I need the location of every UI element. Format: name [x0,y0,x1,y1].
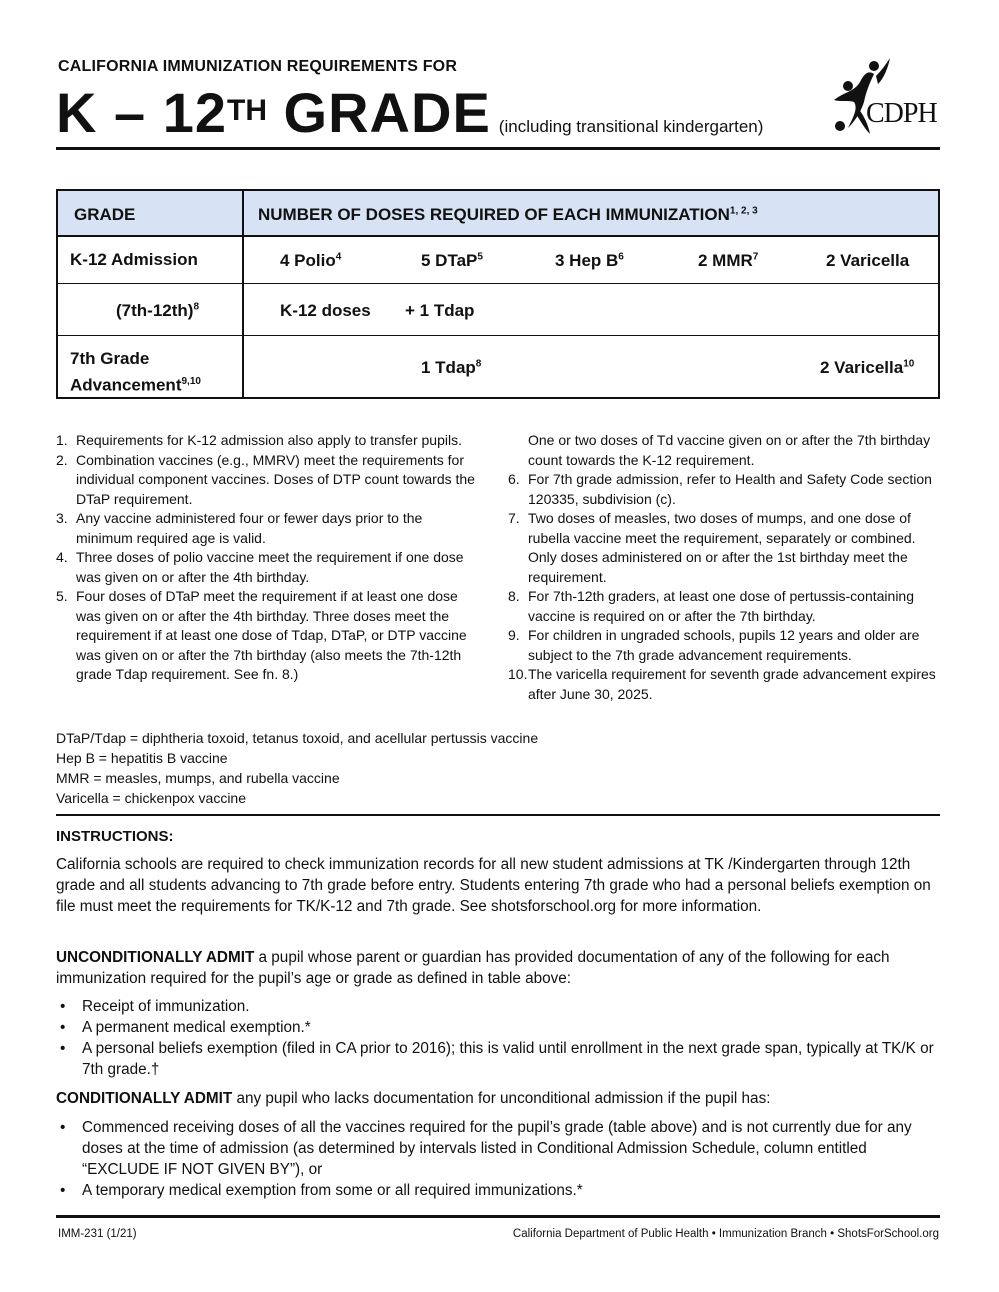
row-label-line2: Advancement [70,375,182,395]
cell-text: 3 Hep B [555,251,619,270]
bullet-icon: • [60,1019,66,1036]
cell-tdap [421,358,481,378]
header-doses-label: NUMBER OF DOSES REQUIRED OF EACH IMMUNIZATION [258,205,730,224]
conditional-admit-paragraph [56,1088,946,1109]
cell-sup: 5 [477,251,483,263]
instructions-heading: INSTRUCTIONS: [56,828,174,845]
footnote-item [508,587,944,626]
footnote-item [508,509,944,587]
footnote-number: 4. [56,549,68,565]
abbreviation-line: MMR = measles, mumps, and rubella vaccine [56,770,340,786]
abbreviation-line: DTaP/Tdap = diphtheria toxoid, tetanus toxoid, and acellular pertussis vaccine [56,730,539,746]
footnote-item [508,626,944,665]
cell-varicella-7th [820,358,914,378]
header-grade: GRADE [74,205,136,224]
footnote-text: For 7th grade admission, refer to Health and Safety Code section 120335, subdivision (c). [528,471,932,507]
footnote-number: 3. [56,510,68,526]
header-doses-sup: 1, 2, 3 [729,205,758,217]
footnote-number: 6. [508,471,520,487]
header-doses [258,205,758,225]
footnote-item [56,587,480,685]
cell-sup: 8 [475,358,482,370]
unconditional-admit-lead: UNCONDITIONALLY ADMIT [56,949,255,966]
footnote-number: 8. [508,588,520,604]
footnotes-left [56,431,480,685]
cell-sup: 10 [903,358,915,370]
logo-text: CDPH [866,98,937,129]
cell-text: 2 MMR [698,251,753,270]
footnote-text: The varicella requirement for seventh grade advancement expires after June 30, 2025. [528,666,936,702]
footer-credits: California Department of Public Health • Immunization Branch • ShotsForSchool.org [512,1228,939,1240]
cell-text: 1 Tdap [421,358,476,377]
footnote-text: For 7th-12th graders, at least one dose of pertussis-containing vaccine is required on or after the 7th birthday. [528,588,914,624]
list-item-text: Receipt of immunization. [82,998,250,1015]
conditional-admit-text: any pupil who lacks documentation for unconditional admission if the pupil has: [232,1090,771,1107]
footnote-number: 2. [56,451,68,468]
footnote-item [56,451,480,510]
title-end: GRADE [267,81,491,144]
unconditional-admit-text: a pupil whose parent or guardian has provided documentation of any of the following for each immunization required for the pupil’s age or grade as defined in table above: [56,949,890,987]
list-item [56,1180,946,1201]
footnote-number: 10. [508,666,528,682]
row-divider [58,335,938,336]
row-label-line1: 7th Grade [70,349,150,368]
footnote-text: Two doses of measles, two doses of mumps, and one dose of rubella vaccine meet the requirement, separately or combined. Only doses administered on or after the 1st birthday meet the requirement. [528,510,916,585]
row-label-7th-grade-advancement [70,347,201,397]
footnote-text: Four doses of DTaP meet the requirement if at least one dose was given on or after the 4th birthday. Three doses meet the requirement if at least one dose of Tdap, DTaP, or DTP vaccine was given on or after the 7th birthday (also meets the 7th-12th grade Tdap requirement. See fn. 8.) [76,588,467,682]
instructions-intro: California schools are required to check immunization records for all new student admissions at TK /Kindergarten through 12th grade and all students advancing to 7th grade before entry. Students entering 7th grade who had a personal beliefs exemption on file must meet the requirements for TK/K-12 and 7th grade. See shotsforschool.org for more information. [56,856,931,915]
list-item [56,1038,946,1080]
abbreviation-line: Varicella = chickenpox vaccine [56,790,247,806]
footnote-text: Three doses of polio vaccine meet the requirement if one dose was given on or after the 4th birthday. [76,549,464,585]
row-label-k12-admission: K-12 Admission [70,250,198,269]
conditional-list [56,1117,946,1201]
cell-sup: 6 [618,251,624,263]
footnote-text: Any vaccine administered four or fewer days prior to the minimum required age is valid. [76,510,423,546]
unconditional-list [56,996,946,1080]
footnote-item [56,509,480,548]
footnote-item [508,665,944,704]
unconditional-admit-paragraph [56,947,946,989]
footnote-5-continuation: One or two doses of Td vaccine given on or after the 7th birthday count towards the K-12 requirement. [528,432,931,468]
bullet-icon: • [60,1182,66,1199]
title-main: K – 12 [56,81,227,144]
title-superscript: TH [227,94,267,127]
bullet-icon: • [60,1040,66,1057]
list-item-text: Commenced receiving doses of all the vaccines required for the pupil’s grade (table above) and is not currently due for any doses at the time of admission (as determined by intervals listed in Conditional Admission Schedule, column entitled “EXCLUDE IF NOT GIVEN BY”), or [82,1119,912,1178]
footnote-item [56,431,480,451]
document-title [56,83,763,157]
bullet-icon: • [60,1119,66,1136]
cell-sup: 4 [335,251,342,263]
cell-mmr [698,251,758,271]
row-label-sup: 9,10 [181,376,201,387]
requirements-table [56,189,940,399]
cell-text: 2 Varicella [826,251,910,270]
footnote-text: Combination vaccines (e.g., MMRV) meet the requirements for individual component vaccines. Doses of DTP count towards the DTaP requirement. [76,451,475,507]
footnote-number: 9. [508,627,520,643]
footnote-item [508,470,944,509]
header-rule [56,147,940,150]
abbreviations [56,728,538,808]
footnotes-right [508,431,944,704]
document-subtitle: CALIFORNIA IMMUNIZATION REQUIREMENTS FOR [58,58,458,75]
cell-k12-doses: K-12 doses [280,301,371,320]
list-item-text: A permanent medical exemption.* [82,1019,311,1036]
list-item-text: A temporary medical exemption from some or all required immunizations.* [82,1182,583,1199]
footnote-number: 7. [508,510,520,526]
conditional-admit-lead: CONDITIONALLY ADMIT [56,1090,233,1107]
form-number: IMM-231 (1/21) [58,1228,137,1240]
list-item [56,996,946,1017]
section-rule [56,814,940,816]
cell-text: 2 Varicella [820,358,904,377]
row-divider [58,283,938,284]
cell-varicella [826,251,909,271]
footnote-item [56,548,480,587]
footer-rule [56,1215,940,1218]
cell-dtap [421,251,483,271]
footnote-number: 5. [56,588,68,604]
cell-hepb [555,251,624,271]
row-label-text: (7th-12th) [116,301,194,320]
cell-plus-tdap: + 1 Tdap [405,301,475,320]
row-label-7th-12th [116,301,199,321]
cell-sup: 7 [752,251,759,263]
column-divider [242,191,244,397]
footnote-text: Requirements for K-12 admission also apply to transfer pupils. [76,432,462,448]
cell-text: 4 Polio [280,251,336,270]
list-item [56,1117,946,1180]
list-item [56,1017,946,1038]
footnote-number: 1. [56,432,68,448]
bullet-icon: • [60,998,66,1015]
footnote-text: For children in ungraded schools, pupils 12 years and older are subject to the 7th grade advancement requirements. [528,627,920,663]
cell-text: 5 DTaP [421,251,478,270]
cdph-logo-icon [830,52,942,142]
title-note: (including transitional kindergarten) [498,117,764,136]
row-label-sup: 8 [193,301,200,313]
list-item-text: A personal beliefs exemption (filed in CA prior to 2016); this is valid until enrollment in the next grade span, typically at TK/K or 7th grade.† [82,1040,934,1078]
abbreviation-line: Hep B = hepatitis B vaccine [56,750,228,766]
cell-polio [280,251,341,271]
